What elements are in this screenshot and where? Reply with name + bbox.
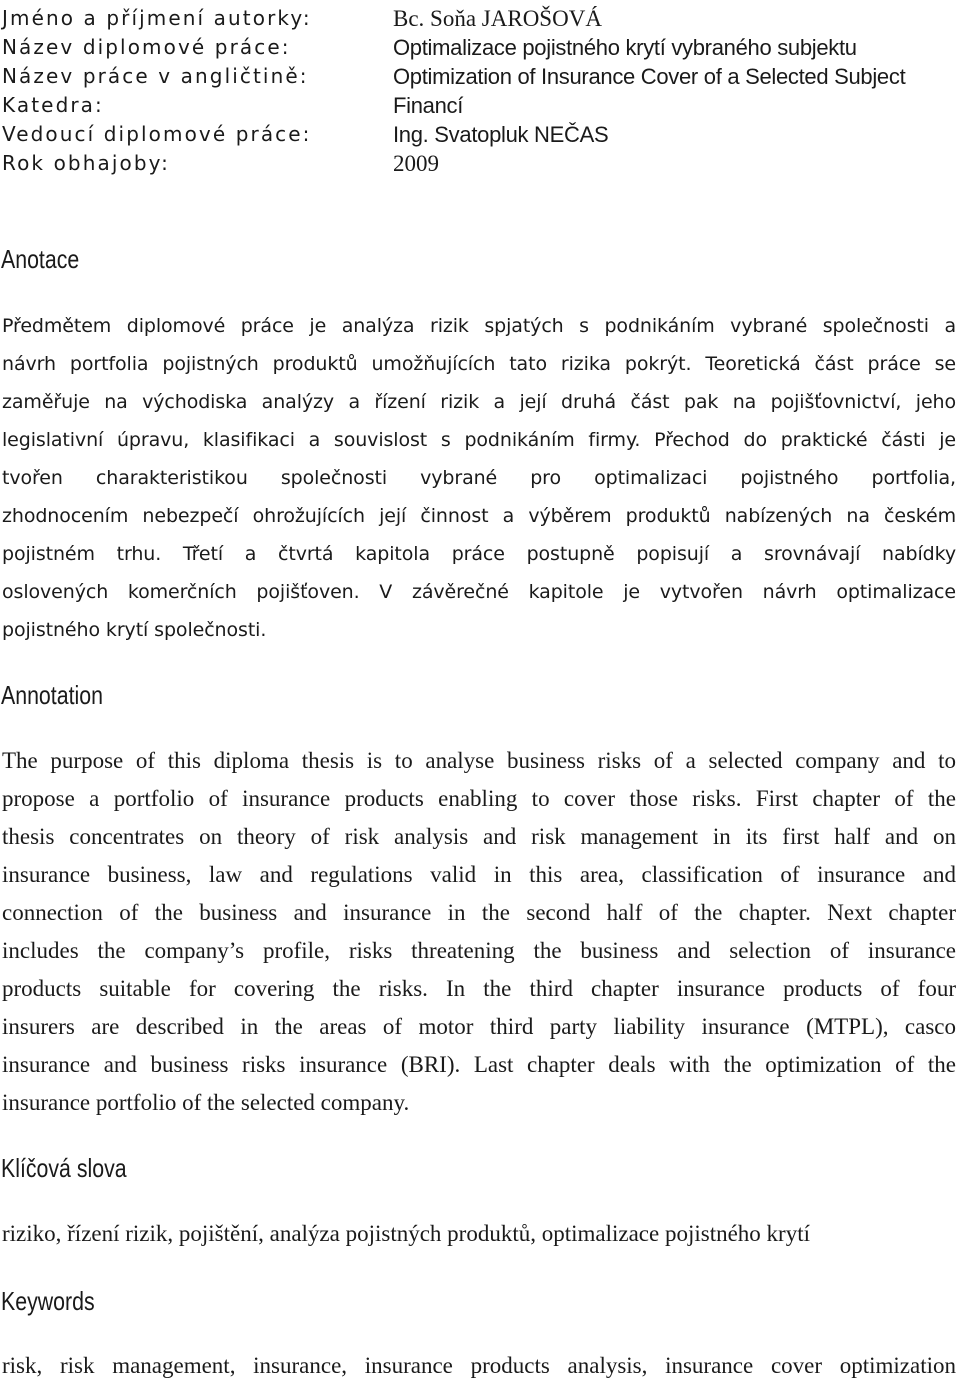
annotation-line: insurance business, law and regulations valid in this area, classification of insurance and — [2, 862, 956, 887]
keywords-heading: Keywords — [1, 1286, 95, 1316]
annotation-line: The purpose of this diploma thesis is to analyse business risks of a selected company and to — [2, 748, 956, 773]
annotation-heading: Annotation — [1, 680, 103, 710]
annotation-line: includes the company’s profile, risks threatening the business and selection of insurance — [2, 938, 956, 963]
supervisor-label: Vedoucí diplomové práce: — [2, 122, 312, 146]
annotation-paragraph — [2, 742, 956, 1122]
klicova-slova-text: riziko, řízení rizik, pojištění, analýza pojistných produktů, optimalizace pojistného krytí — [2, 1221, 810, 1246]
defense-year-value: 2009 — [393, 151, 439, 176]
anotace-line: tvořen charakteristikou společnosti vybrané pro optimalizaci pojistného portfolia, — [2, 467, 956, 489]
english-title-label: Název práce v angličtině: — [2, 64, 309, 88]
english-title-value: Optimization of Insurance Cover of a Selected Subject — [393, 64, 906, 89]
anotace-line: zhodnocením nebezpečí ohrožujících její činnost a výběrem produktů nabízených na českém — [2, 505, 956, 527]
defense-year-label: Rok obhajoby: — [2, 151, 170, 175]
supervisor-value: Ing. Svatopluk NEČAS — [393, 122, 609, 147]
annotation-line: insurance portfolio of the selected company. — [2, 1090, 410, 1115]
anotace-line: návrh portfolia pojistných produktů umožňujících tato rizika pokrýt. Teoretická část práce se — [2, 353, 956, 375]
anotace-paragraph — [2, 307, 956, 649]
annotation-line: insurance and business risks insurance (BRI). Last chapter deals with the optimization of the — [2, 1052, 956, 1077]
annotation-line: thesis concentrates on theory of risk analysis and risk management in its first half and on — [2, 824, 956, 849]
anotace-line: zaměřuje na východiska analýzy a řízení rizik a její druhá část pak na pojišťovnictví, jeho — [2, 391, 956, 413]
annotation-line: insurers are described in the areas of motor third party liability insurance (MTPL), casco — [2, 1014, 956, 1039]
annotation-line: connection of the business and insurance in the second half of the chapter. Next chapter — [2, 900, 956, 925]
anotace-line: pojistného krytí společnosti. — [2, 619, 267, 641]
keywords-text: risk, risk management, insurance, insurance products analysis, insurance cover optimization — [2, 1353, 956, 1378]
thesis-title-value: Optimalizace pojistného krytí vybraného subjektu — [393, 35, 857, 60]
anotace-line: pojistném trhu. Třetí a čtvrtá kapitola práce postupně popisují a srovnávají nabídky — [2, 543, 956, 565]
anotace-line: oslovených komerčních pojišťoven. V závěrečné kapitole je vytvořen návrh optimalizace — [2, 581, 956, 603]
author-label: Jméno a příjmení autorky: — [2, 6, 312, 30]
anotace-line: Předmětem diplomové práce je analýza rizik spjatých s podnikáním vybrané společnosti a — [2, 315, 956, 337]
anotace-line: legislativní úpravu, klasifikaci a souvislost s podnikáním firmy. Přechod do praktické části je — [2, 429, 956, 451]
klicova-slova-heading: Klíčová slova — [1, 1153, 127, 1183]
department-value: Financí — [393, 93, 464, 118]
department-label: Katedra: — [2, 93, 104, 117]
annotation-line: propose a portfolio of insurance products enabling to cover those risks. First chapter of the — [2, 786, 956, 811]
author-value: Bc. Soňa JAROŠOVÁ — [393, 6, 602, 31]
annotation-line: products suitable for covering the risks. In the third chapter insurance products of four — [2, 976, 956, 1001]
thesis-title-label: Název diplomové práce: — [2, 35, 291, 59]
anotace-heading: Anotace — [1, 244, 80, 274]
